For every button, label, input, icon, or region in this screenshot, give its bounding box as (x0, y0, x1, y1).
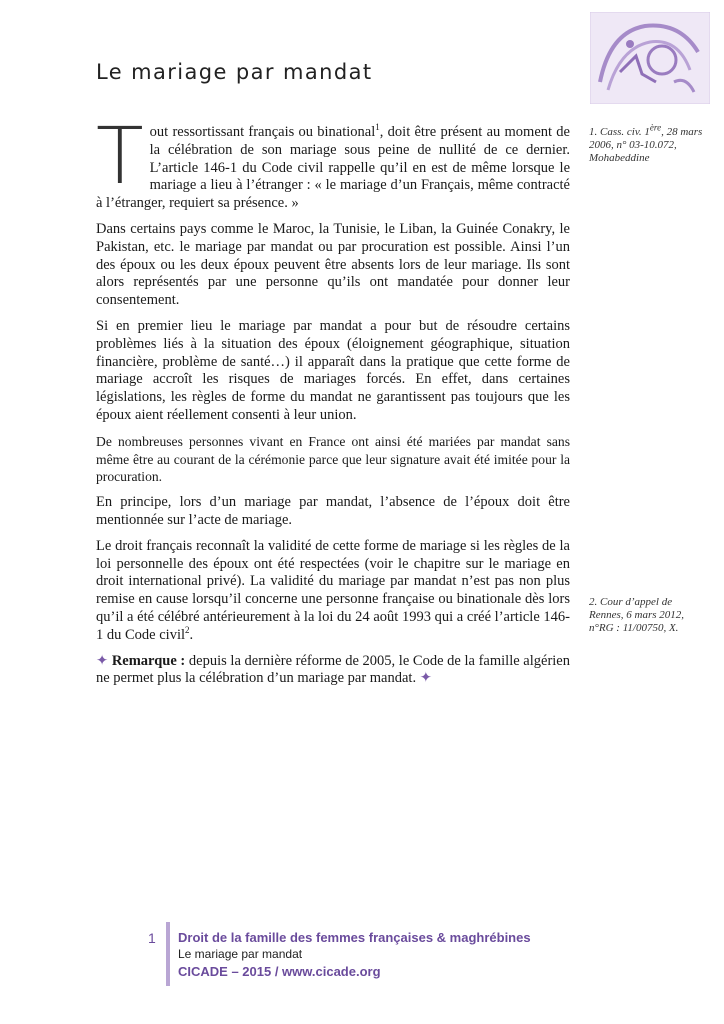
paragraph-risks: Si en premier lieu le mariage par mandat a pour but de résoudre certains problèmes liés à la situation des époux (éloignement géographique, situation financière, problème de santé…) il apparaît dans la pratique que cette forme de mariage accroît les risques de mariages forcés. En effet, dans certaines législations, les règles de forme du mandat ne garantissent pas toujours que les époux aient réellement consenti à leur union. (96, 317, 570, 423)
stylized-figure-logo-icon (590, 12, 710, 104)
paragraph-french-law-text: Le droit français reconnaît la validité de cette forme de mariage si les règles de la loi personnelle des époux ont été respectées (voir le chapitre sur le mariage en droit international privé). La validité du mariage par mandat n’est pas non plus remise en cause lorsqu’il concerne une personne française ou binationale dès lors qu’il a été célébré antérieurement à la loi du 24 août 1993 qui a créé l’article 146-1 du Code civil (96, 537, 570, 643)
star-icon-end: ✦ (419, 670, 432, 687)
side-note-1-text-2: , 28 mars 2006, n° 03-10.072, Mohabeddine (589, 126, 703, 164)
remark (96, 653, 570, 689)
page-number: 1 (148, 930, 156, 946)
side-note-1 (589, 122, 707, 165)
paragraph-intro-text: out ressortissant français ou binational (149, 124, 376, 140)
paragraph-forged-signatures: De nombreuses personnes vivant en France ont ainsi été mariées par mandat sans même être au courant de la cérémonie parce que leur signature avait été imitée pour la procuration. (96, 433, 570, 485)
remark-text: depuis la dernière réforme de 2005, le Code de la famille algérien ne permet plus la célébration d’un mariage par mandat. (96, 652, 570, 687)
side-note-2: 2. Cour d’appel de Rennes, 6 mars 2012, n°RG : 11/00750, X. (589, 596, 685, 634)
footer-publisher: CICADE – 2015 / www.cicade.org (178, 964, 381, 979)
footnote-ref-2: 2 (185, 624, 190, 635)
footer (178, 929, 531, 980)
footer-publication-title: Droit de la famille des femmes françaises & maghrébines (178, 930, 531, 945)
footnote-ref-1: 1 (375, 122, 380, 133)
side-note-1-sup: ère (649, 122, 662, 133)
side-note-1-text: 1. Cass. civ. 1 (589, 126, 650, 138)
paragraph-intro (96, 112, 570, 213)
footer-divider (166, 922, 170, 986)
main-text (96, 112, 570, 696)
paragraph-french-law-end: . (189, 626, 194, 643)
star-icon: ✦ (96, 652, 109, 669)
remark-label: Remarque : (111, 652, 186, 669)
drop-cap: T (96, 112, 144, 202)
paragraph-countries: Dans certains pays comme le Maroc, la Tunisie, le Liban, la Guinée Conakry, le Pakistan, etc. le mariage par mandat ou par procuration est possible. Ainsi l’un des époux ou les deux époux peuvent être absents lors de leur mariage. Ils sont alors représentés par une personne qu’ils ont mandatée pour donner leur consentement. (96, 220, 570, 309)
paragraph-intro-text-2: , doit être présent au moment de la célébration de son mariage sous peine de nullité de ce dernier. L’article 146-1 du Code civil rappelle qu’il en est de même lorsque le mariage a lieu à l’étranger : « le mariage d’un Français, même contracté à l’étranger, requiert sa présence. » (96, 124, 570, 212)
page-title: Le mariage par mandat (96, 60, 373, 84)
footer-chapter-title: Le mariage par mandat (178, 947, 303, 961)
paragraph-principle: En principe, lors d’un mariage par mandat, l’absence de l’époux doit être mentionnée sur l’acte de mariage. (96, 494, 570, 528)
paragraph-french-law (96, 538, 570, 645)
